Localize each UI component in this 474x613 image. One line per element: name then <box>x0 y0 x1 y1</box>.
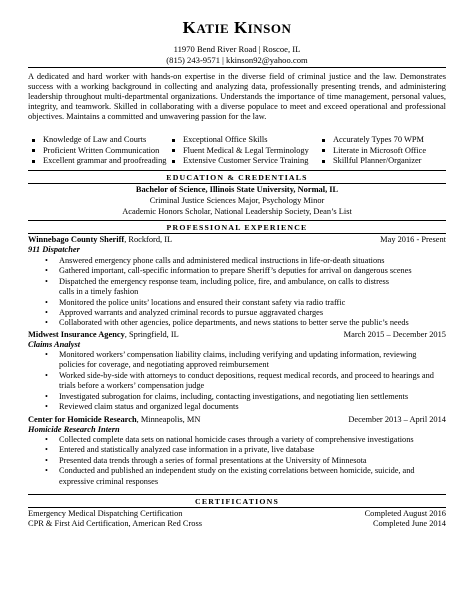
skills-column-3 <box>322 135 426 167</box>
skill-item: Literate in Microsoft Office <box>322 146 426 157</box>
list-item: • Worked side-by-side with attorneys to conduct depositions, request medical records, and proceed to hearings and <box>45 370 434 380</box>
name-initial-first: K <box>182 18 197 37</box>
name-rest-first: ATIE <box>196 21 230 36</box>
certifications-rule-bottom <box>28 507 446 508</box>
education-rule-top <box>28 170 446 171</box>
address-line: 11970 Bend River Road | Roscoe, IL <box>173 44 301 54</box>
certification-row <box>28 519 446 528</box>
job-title: Claims Analyst <box>28 340 81 349</box>
certifications-heading: CERTIFICATIONS <box>195 497 279 506</box>
list-item: • Collaborated with other agencies, police departments, and news stations to better serve the public’s needs <box>45 318 409 328</box>
skills-column-2 <box>172 135 309 167</box>
major-line: Criminal Justice Sciences Major, Psychology Minor <box>149 196 325 205</box>
list-item: • Answered emergency phone calls and administered medical instructions in life-or-death situations <box>45 256 385 265</box>
list-item: • Reviewed claim status and organized legal documents <box>45 402 239 412</box>
list-item: • Presented data trends through a series of formal presentations at the University of Minnesota <box>45 455 367 465</box>
job-bullets <box>28 256 446 329</box>
employer-name: Center for Homicide Research <box>28 415 137 424</box>
employer-location: , Minneapolis, MN <box>136 415 201 424</box>
skill-item: Skillful Planner/Organizer <box>322 156 426 167</box>
skill-item: Excellent grammar and proofreading <box>32 156 166 167</box>
job-header <box>28 415 446 424</box>
skill-item: Proficient Written Communication <box>32 146 166 157</box>
education-heading: EDUCATION & CREDENTIALS <box>166 173 308 182</box>
list-item: • Dispatched the emergency response team, including police, fire, and ambulance, on calls to distress <box>45 276 390 286</box>
skills-column-1 <box>32 135 166 167</box>
employer-location: , Springfield, IL <box>124 330 179 339</box>
job-title: 911 Dispatcher <box>28 245 80 254</box>
list-item: • Collected complete data sets on national homicide cases through a variety of comprehensive investigations <box>45 435 414 444</box>
experience-rule-top <box>28 220 446 221</box>
list-item: • Monitored workers’ compensation liability claims, including verifying and updating information, reviewing <box>45 350 417 359</box>
employer-name: Winnebago County Sheriff <box>28 235 125 244</box>
job-dates: December 2013 – April 2014 <box>348 415 446 424</box>
list-item-continuation: calls in a timely fashion <box>59 287 139 297</box>
job-dates: May 2016 - Present <box>380 235 446 244</box>
certification-name: CPR & First Aid Certification, American Red Cross <box>28 519 203 528</box>
certification-status: Completed August 2016 <box>364 509 446 518</box>
certification-name: Emergency Medical Dispatching Certification <box>28 509 183 518</box>
list-item: • Investigated subrogation for claims, including, contacting investigations, and negotiating lien settlements <box>45 391 409 401</box>
skill-item: Accurately Types 70 WPM <box>322 135 426 146</box>
job-header <box>28 330 446 339</box>
experience-heading: PROFESSIONAL EXPERIENCE <box>166 223 308 232</box>
honors-line: Academic Honors Scholar, National Leadership Society, Dean’s List <box>122 207 352 216</box>
list-item: • Monitored the police units’ locations and ensured their constant safety via radio traffic <box>45 297 346 307</box>
list-item: • Entered and statistically analyzed case information in a private, live database <box>45 445 315 455</box>
list-item: • Gathered important, call-specific information to prepare Sheriff’s deputies for arrival on dangerous scenes <box>45 266 412 276</box>
skill-item: Extensive Customer Service Training <box>172 156 309 167</box>
certification-row <box>28 509 446 518</box>
employer-location: , Rockford, IL <box>124 235 173 244</box>
list-item: • Conducted and published an independent study on the existing correlations between homicide, suicide, and <box>45 466 415 476</box>
candidate-name <box>0 18 474 38</box>
skill-item: Knowledge of Law and Courts <box>32 135 166 146</box>
job-title: Homicide Research Intern <box>28 425 120 434</box>
name-rest-last: INSON <box>247 21 292 36</box>
contact-line: (815) 243-9571 | kkinson92@yahoo.com <box>166 55 308 65</box>
job-bullets <box>28 350 446 412</box>
list-item-continuation: expressive criminal responses <box>59 476 159 486</box>
skill-item: Fluent Medical & Legal Terminology <box>172 146 309 157</box>
education-rule-bottom <box>28 183 446 184</box>
job-bullets <box>28 435 446 487</box>
header-divider <box>28 67 446 68</box>
degree-line: Bachelor of Science, Illinois State University, Normal, IL <box>135 185 339 194</box>
list-item-continuation: trials before a workers’ compensation judge <box>59 381 205 391</box>
list-item: • Approved warrants and analyzed criminal records to pursue aggravated charges <box>45 308 324 318</box>
name-initial-last: K <box>233 18 248 37</box>
certification-status: Completed June 2014 <box>372 519 446 528</box>
certifications-rule-top <box>28 494 446 495</box>
skill-item: Exceptional Office Skills <box>172 135 309 146</box>
experience-rule-bottom <box>28 233 446 234</box>
professional-summary: A dedicated and hard worker with hands-on expertise in the diverse field of criminal justice and the law. Demonstrates success with a working background in collecting and analyzing data, professionally presenting trends, and administering leadership throughout multi-departmental organizations. Understands the importance of time management, personal values, integrity, and teamwork. Skilled in collaborating with a diverse populace to meet and exceed operational and professional objectives. Maintains a committed and unwavering passion for the law. <box>28 72 446 121</box>
job-header <box>28 235 446 244</box>
employer-name: Midwest Insurance Agency <box>28 330 125 339</box>
job-dates: March 2015 – December 2015 <box>343 330 446 339</box>
list-item-continuation: policies for coverage, and negotiating approved reimbursement <box>59 360 269 370</box>
